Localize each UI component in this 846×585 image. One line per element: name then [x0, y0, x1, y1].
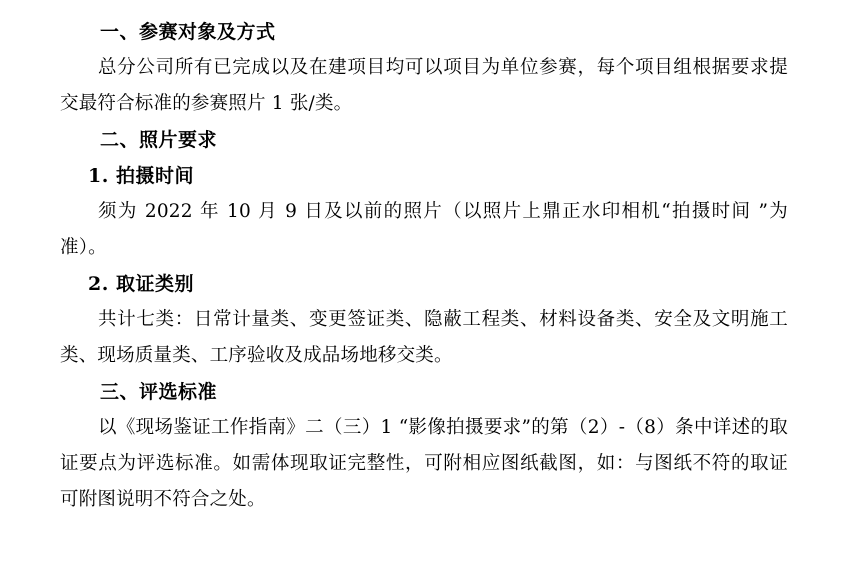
section-heading: 二、照片要求 — [100, 129, 218, 151]
section-heading: 三、评选标准 — [100, 381, 218, 403]
subsection-shooting-time — [60, 158, 788, 266]
section-paragraph: 总分公司所有已完成以及在建项目均可以项目为单位参赛，每个项目组根据要求提交最符合标准的参赛照片 1 张/类。 — [60, 57, 788, 114]
subsection-heading: 2. 取证类别 — [88, 273, 194, 295]
section-paragraph: 以《现场鉴证工作指南》二（三）1 “影像拍摄要求”的第（2）-（8）条中详述的取证要点为评选标准。如需体现取证完整性，可附相应图纸截图，如：与图纸不符的取证可附图说明不符合之处。 — [60, 417, 788, 510]
section-participation — [60, 14, 788, 122]
subsection-evidence-category — [60, 266, 788, 374]
section-evaluation-criteria — [60, 374, 788, 518]
subsection-paragraph: 共计七类：日常计量类、变更签证类、隐蔽工程类、材料设备类、安全及文明施工类、现场质量类、工序验收及成品场地移交类。 — [60, 309, 788, 366]
subsection-heading: 1. 拍摄时间 — [88, 165, 194, 187]
section-heading: 一、参赛对象及方式 — [100, 21, 276, 43]
subsection-paragraph: 须为 2022 年 10 月 9 日及以前的照片（以照片上鼎正水印相机“拍摄时间 ”为准）。 — [60, 201, 788, 258]
section-photo-requirements — [60, 122, 788, 374]
